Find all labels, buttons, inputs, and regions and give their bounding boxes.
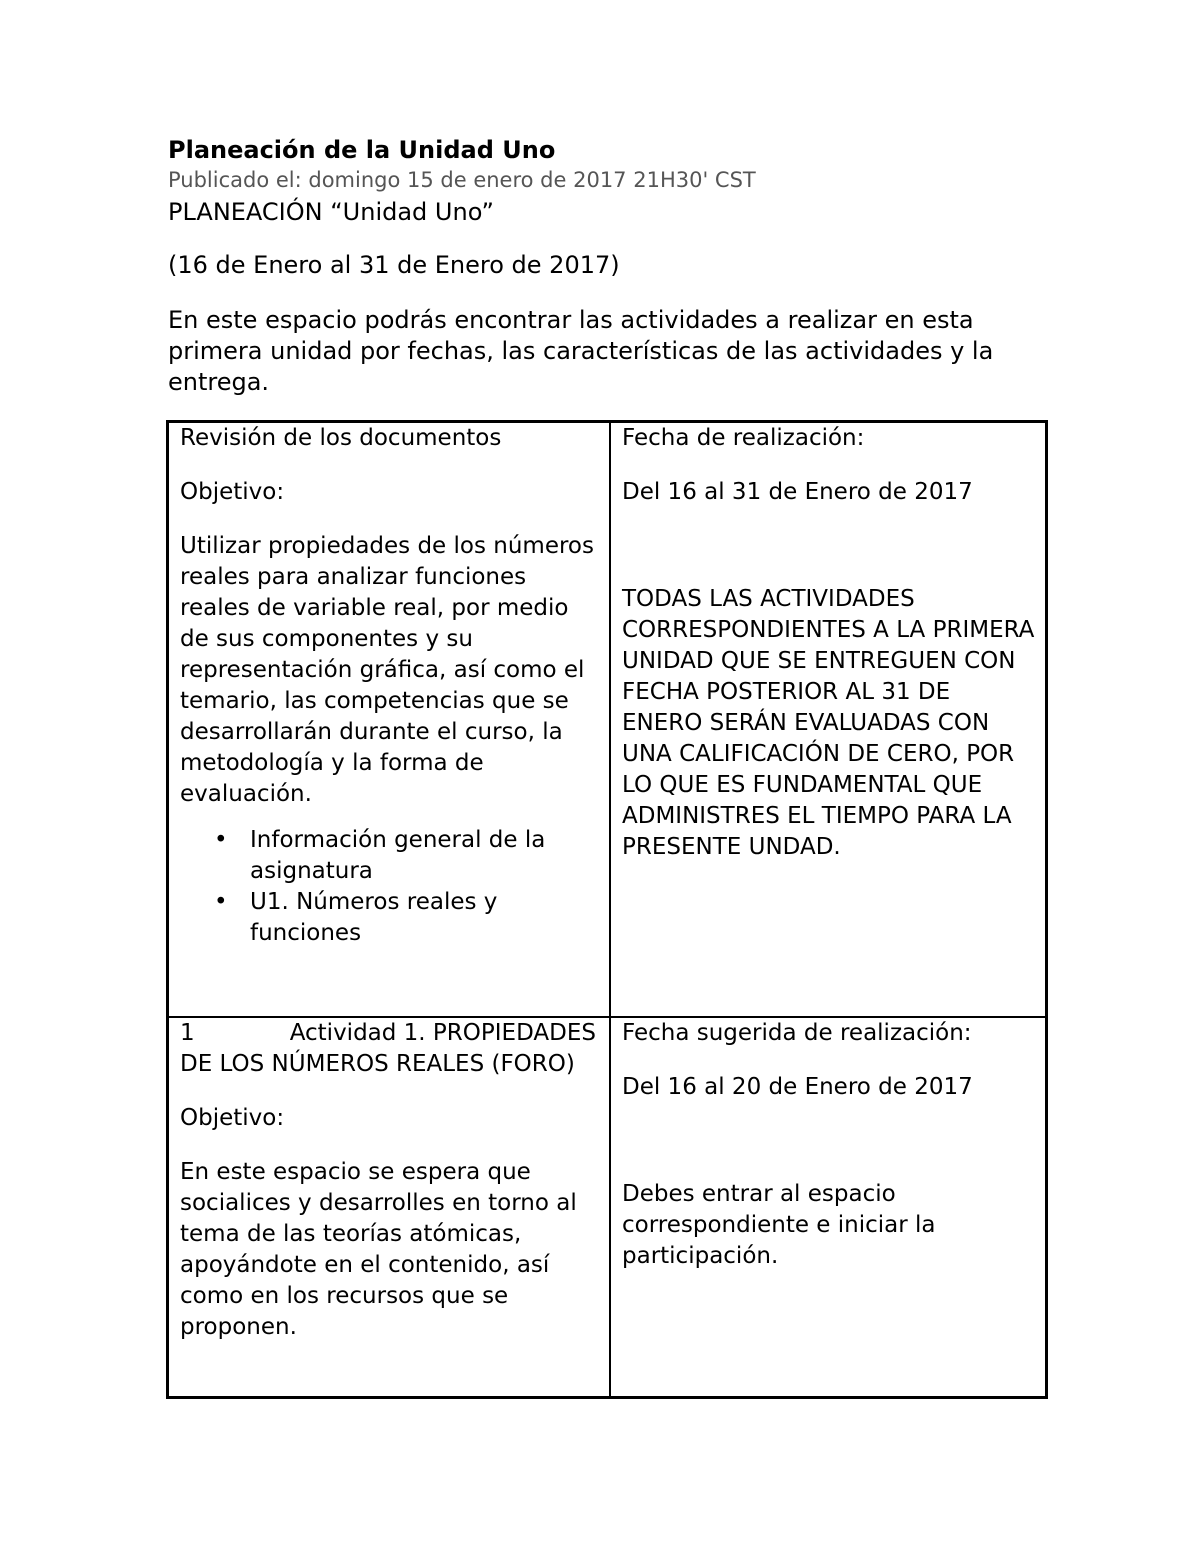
list-item [214, 825, 599, 887]
activity-1-cell [168, 1017, 611, 1398]
objective-label: Objetivo: [180, 1105, 285, 1131]
documents-list [180, 825, 599, 949]
documents-review-cell [168, 422, 611, 1018]
activity-number: 1 [180, 1020, 195, 1046]
page-title: Planeación de la Unidad Uno [168, 136, 556, 164]
objective-label: Objetivo: [180, 479, 285, 505]
documents-review-heading: Revisión de los documentos [180, 425, 502, 451]
completion-date-cell [610, 422, 1047, 1018]
activity-1-heading [180, 1018, 599, 1080]
list-item-label: U1. Números reales y funciones [250, 889, 498, 946]
objective-text: En este espacio se espera que socialices y desarrolles en torno al tema de las teorías atómicas, apoyándote en el contenido, así como en los recursos que se proponen. [180, 1159, 577, 1340]
activity-title: Actividad 1. PROPIEDADES DE LOS NÚMEROS REALES (FORO) [180, 1020, 596, 1077]
unit-date-range: (16 de Enero al 31 de Enero de 2017) [168, 251, 620, 279]
activities-table [166, 420, 1048, 1399]
table-row [168, 1017, 1047, 1398]
date-value: Del 16 al 20 de Enero de 2017 [622, 1074, 973, 1100]
date-value: Del 16 al 31 de Enero de 2017 [622, 479, 973, 505]
suggested-date-cell [610, 1017, 1047, 1398]
intro-paragraph: En este espacio podrás encontrar las actividades a realizar en esta primera unidad por fechas, las características de las actividades y la entrega. [168, 306, 994, 396]
late-submission-notice: TODAS LAS ACTIVIDADES CORRESPONDIENTES A LA PRIMERA UNIDAD QUE SE ENTREGUEN CON FECHA POSTERIOR AL 31 DE ENERO SERÁN EVALUADAS CON UNA CALIFICACIÓN DE CERO, POR LO QUE ES FUNDAMENTAL QUE ADMINISTRES EL TIEMPO PARA LA PRESENTE UNDAD. [622, 586, 1035, 860]
list-item [214, 887, 599, 949]
bullet-icon: • [214, 827, 228, 853]
participation-instruction: Debes entrar al espacio correspondiente e iniciar la participación. [622, 1181, 936, 1269]
bullet-icon: • [214, 889, 228, 915]
list-item-label: Información general de la asignatura [250, 827, 546, 884]
date-label: Fecha sugerida de realización: [622, 1020, 972, 1046]
objective-text: Utilizar propiedades de los números reales para analizar funciones reales de variable real, por medio de sus componentes y su representación gráfica, así como el temario, las competencias que se desarrollarán durante el curso, la metodología y la forma de evaluación. [180, 533, 594, 807]
date-label: Fecha de realización: [622, 425, 865, 451]
publication-date: Publicado el: domingo 15 de enero de 2017 21H30' CST [168, 168, 756, 192]
table-row [168, 422, 1047, 1018]
planning-subtitle: PLANEACIÓN “Unidad Uno” [168, 198, 494, 226]
